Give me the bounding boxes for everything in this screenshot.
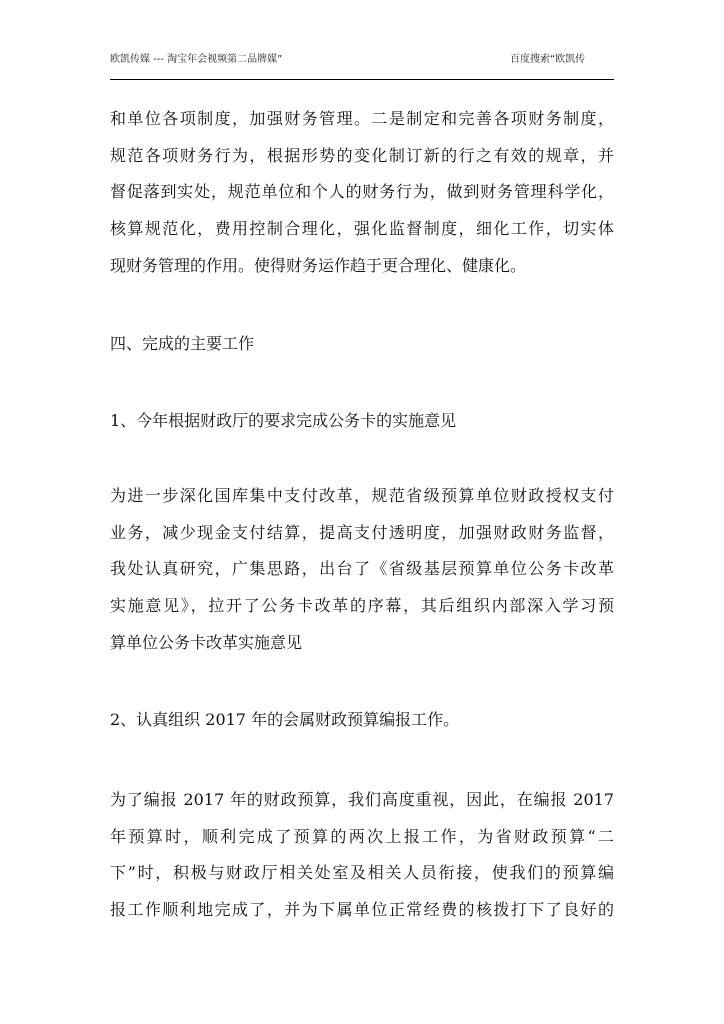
paragraph-line: 为了编报 2017 年的财政预算，我们高度重视，因此，在编报 2017 (110, 790, 614, 809)
paragraph-line: 和单位各项制度，加强财务管理。二是制定和完善各项财务制度， (110, 109, 614, 128)
paragraph-line: 督促落到实处，规范单位和个人的财务行为，做到财务管理科学化， (110, 182, 614, 202)
paragraph-line: 年预算时，顺利完成了预算的两次上报工作，为省财政预算“二 (110, 826, 614, 846)
paragraph-official-card (110, 478, 614, 662)
header-left-text: 欧凯传媒 --- 淘宝年会视频第二品牌媒” (110, 54, 283, 65)
paragraph-line: 报工作顺利地完成了，并为下属单位正常经费的核拨打下了良好的 (110, 900, 614, 920)
paragraph-line: 算单位公务卡改革实施意见 (110, 632, 303, 652)
paragraph-line: 核算规范化，费用控制合理化，强化监督制度，细化工作，切实体 (110, 219, 614, 239)
subheading-official-card: 1、今年根据财政厅的要求完成公务卡的实施意见 (110, 411, 457, 430)
header-divider (110, 79, 614, 80)
paragraph-line: 业务，减少现金支付结算，提高支付透明度，加强财政财务监督， (110, 522, 614, 542)
paragraph-budget-compilation (110, 782, 614, 929)
paragraph-line: 我处认真研究，广集思路，出台了《省级基层预算单位公务卡改革 (110, 559, 614, 579)
paragraph-line: 下”时，积极与财政厅相关处室及相关人员衔接，使我们的预算编 (110, 863, 614, 883)
paragraph-line: 实施意见》，拉开了公务卡改革的序幕，其后组织内部深入学习预 (110, 596, 614, 616)
paragraph-line: 现财务管理的作用。使得财务运作趋于更合理化、健康化。 (110, 255, 527, 275)
header-right-text: 百度搜索“欧凯传 (510, 54, 586, 65)
paragraph-line: 规范各项财务行为，根据形势的变化制订新的行之有效的规章，并 (110, 145, 614, 165)
section-heading-main-work: 四、完成的主要工作 (110, 334, 255, 353)
paragraph-line: 为进一步深化国库集中支付改革，规范省级预算单位财政授权支付 (110, 486, 614, 505)
subheading-budget-compilation: 2、认真组织 2017 年的会属财政预算编报工作。 (110, 710, 460, 729)
paragraph-financial-management (110, 101, 614, 285)
